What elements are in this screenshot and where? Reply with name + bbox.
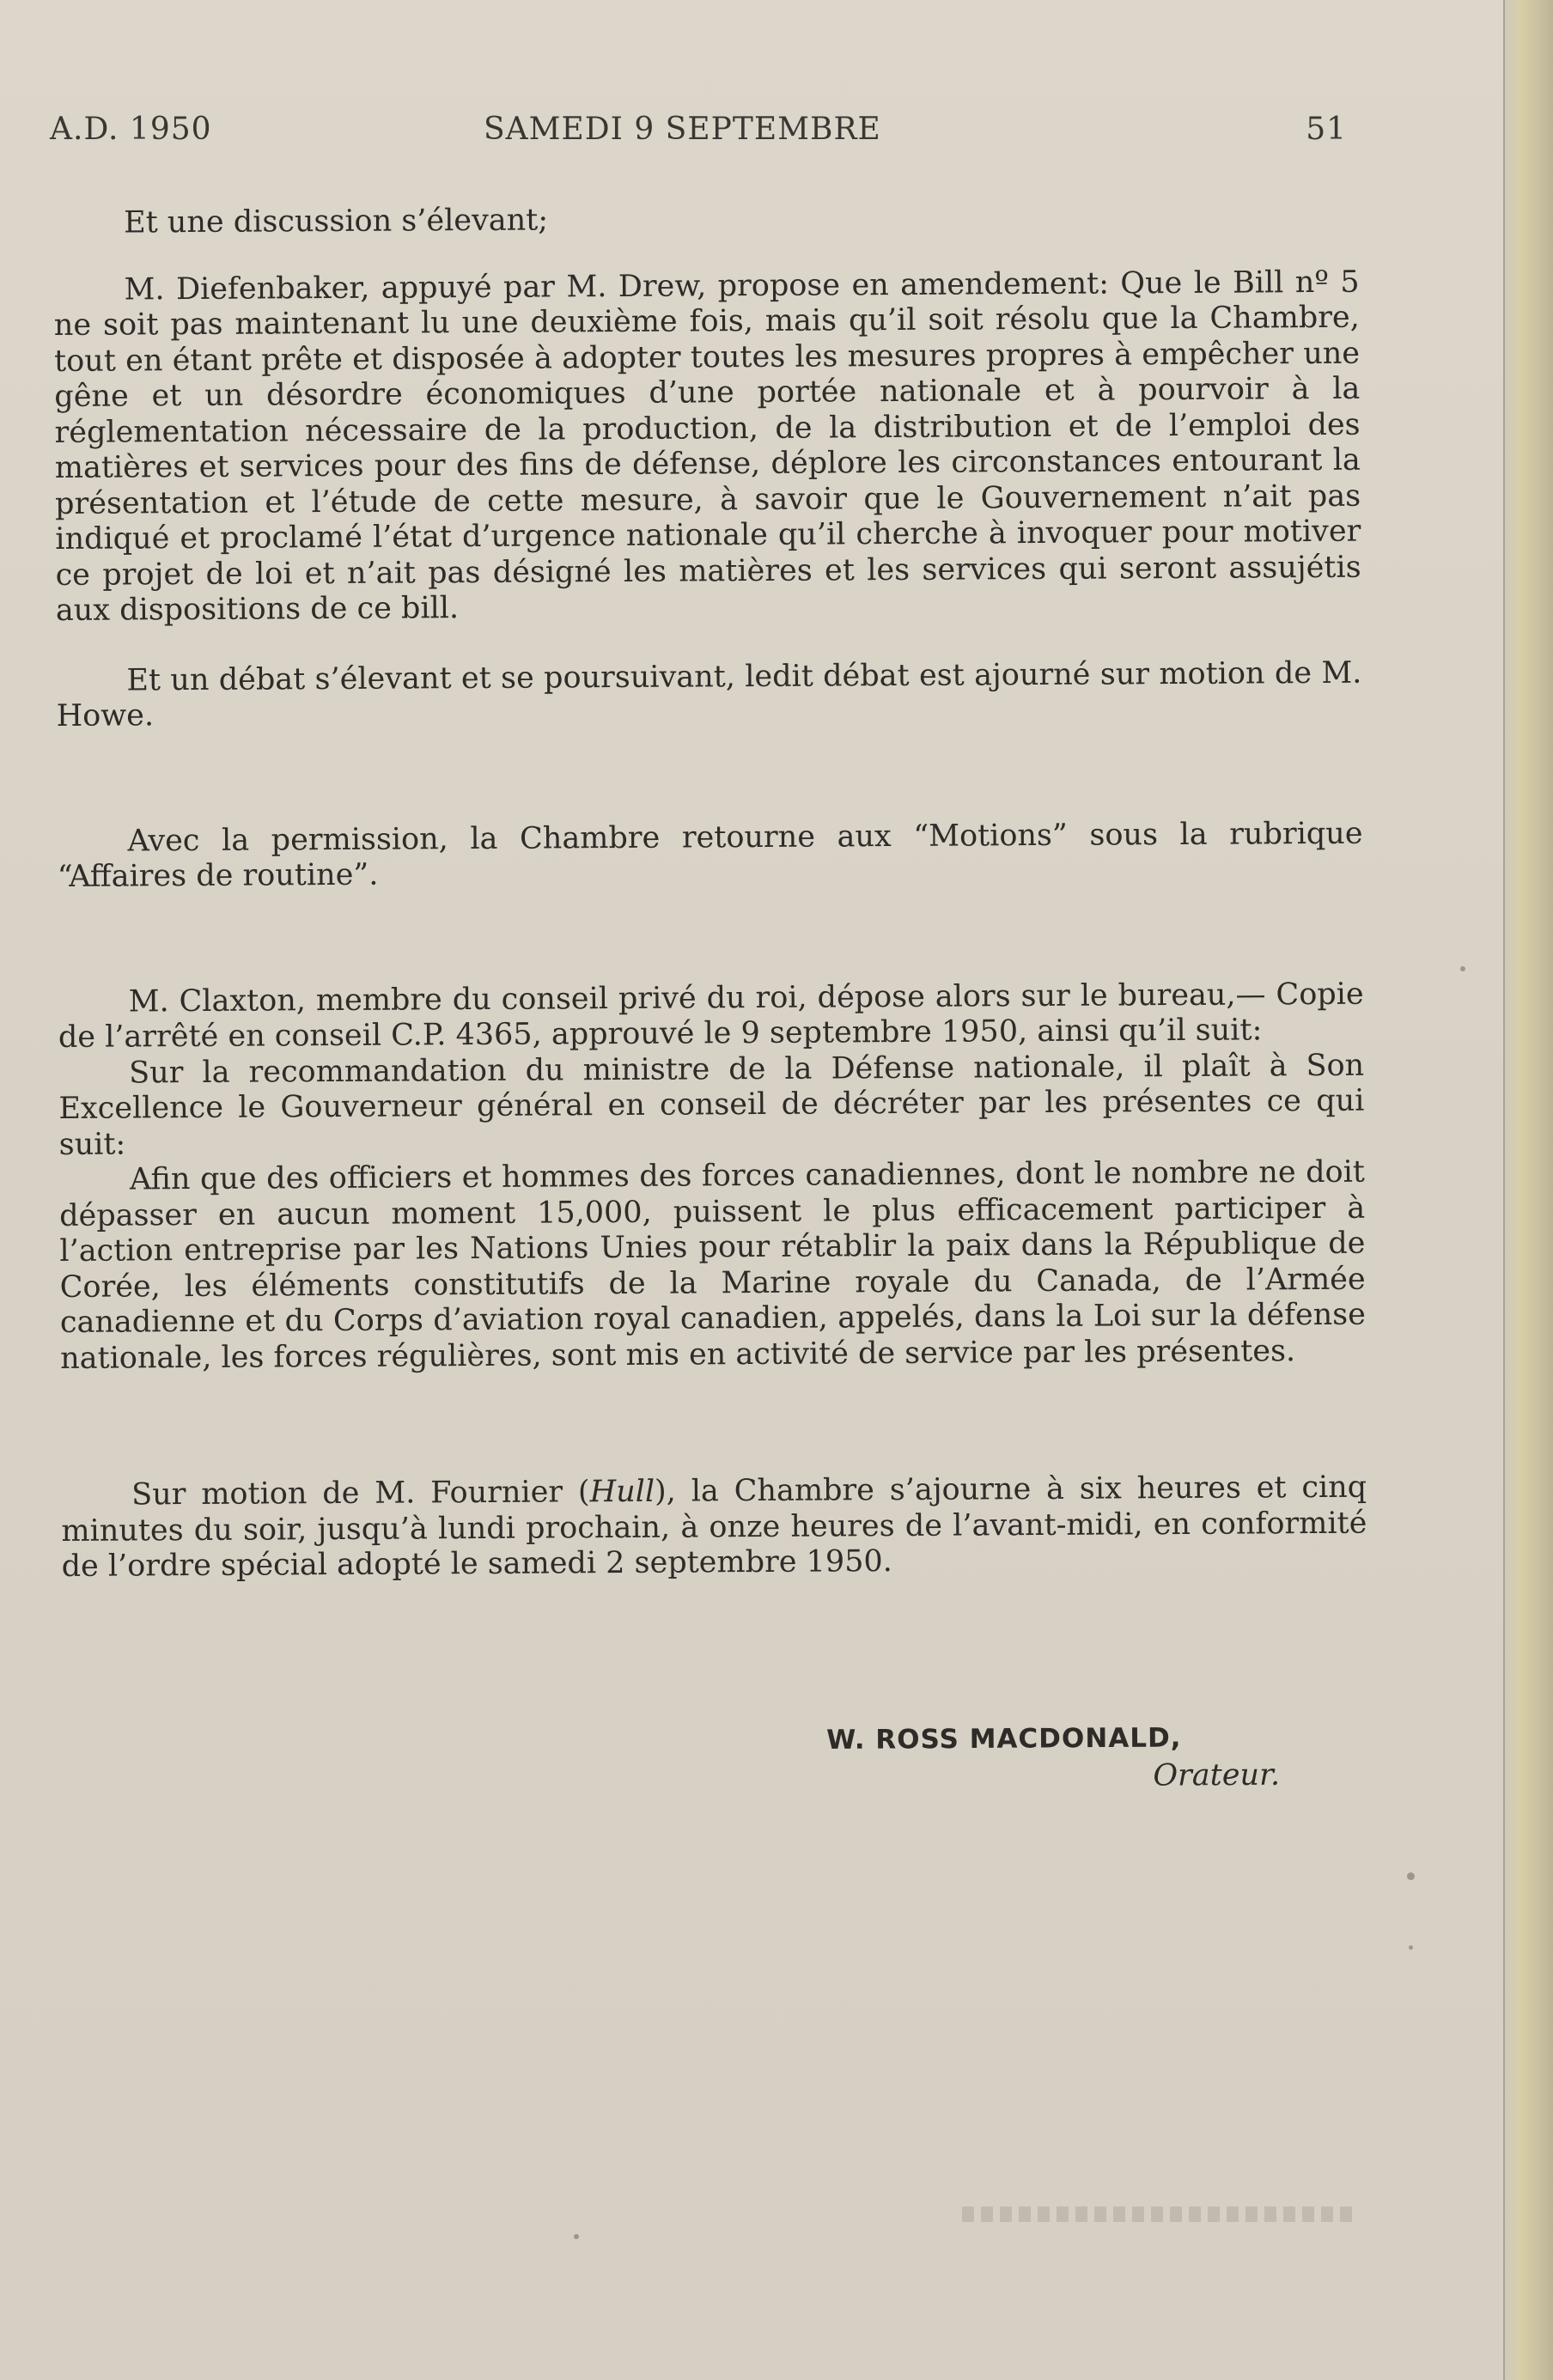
page-edge-line	[1503, 0, 1505, 2380]
paragraph-debate: Et un débat s’élevant et se poursuivant, ledit débat est ajourné sur motion de M. Howe.	[56, 655, 1362, 733]
paper-speck	[1409, 1945, 1413, 1950]
paper-speck	[1460, 966, 1465, 971]
paper-speck	[1407, 1872, 1415, 1880]
paper-speck	[574, 2234, 579, 2239]
signatory-name: W. ROSS MACDONALD,	[826, 1722, 1182, 1756]
paragraph-amendment: M. Diefenbaker, appuyé par M. Drew, propose en amendement: Que le Bill nº 5 ne soit pas maintenant lu une deuxième fois, mais qu’il soit résolu que la Chambre, tout en étant prête et disposée à adopter toutes les mesures propres à empêcher une gêne et un désordre économiques d’une portée nationale et à pourvoir à la réglementation nécessaire de la production, de la distribution et de l’emploi des matières et services pour des fins de défense, déplore les circonstances entourant la présentation et l’étude de cette mesure, à savoir que le Gouvernement n’ait pas indiqué et proclamé l’état d’urgence nationale qu’il cherche à invoquer pour motiver ce projet de loi et n’ait pas désigné les matières et les services qui seront assujétis aux dispositions de ce bill.	[53, 265, 1361, 628]
page-number: 51	[1306, 112, 1347, 147]
paragraph-permission: Avec la permission, la Chambre retourne aux “Motions” sous la rubrique “Affaires de routine”.	[57, 816, 1363, 894]
adjournment-riding: Hull	[589, 1474, 655, 1510]
paragraph-claxton: M. Claxton, membre du conseil privé du roi, dépose alors sur le bureau,— Copie de l’arrêté en conseil C.P. 4365, approuvé le 9 septembre 1950, ainsi qu’il suit:	[58, 977, 1364, 1055]
paragraph-discussion: Et une discussion s’élevant;	[123, 203, 549, 240]
body-text	[53, 198, 1367, 1586]
header-year: A.D. 1950	[50, 112, 212, 147]
adjournment-text-end: ), la Chambre s’ajourne à six heures et cinq minutes du soir, jusqu’à lundi prochain, à onze heures de l’avant-midi, en conformité de l’ordre spécial adopté le samedi 2 septembre 1950.	[61, 1470, 1367, 1584]
header-date: SAMEDI 9 SEPTEMBRE	[484, 112, 881, 147]
running-header	[50, 112, 1347, 156]
adjournment-text-start: Sur motion de M. Fournier (	[131, 1475, 590, 1513]
signature-block	[826, 1719, 1308, 1797]
signatory-title: Orateur.	[1153, 1757, 1281, 1793]
paragraph-forces: Afin que des officiers et hommes des forces canadiennes, dont le nombre ne doit dépasser en aucun moment 15,000, puissent le plus efficacement participer à l’action entreprise par les Nations Unies pour rétablir la paix dans la République de Corée, les éléments constitutifs de la Marine royale du Canada, de l’Armée canadienne et du Corps d’aviation royal canadien, appelés, dans la Loi sur la défense nationale, les forces régulières, sont mis en activité de service par les présentes.	[59, 1154, 1367, 1376]
paragraph-adjournment	[61, 1470, 1367, 1586]
faded-footer-imprint	[962, 2207, 1357, 2222]
paragraph-recommendation: Sur la recommandation du ministre de la Défense nationale, il plaît à Son Excellence le Gouverneur général en conseil de décréter par les présentes ce qui suit:	[58, 1048, 1365, 1162]
page-edge	[1503, 0, 1553, 2380]
